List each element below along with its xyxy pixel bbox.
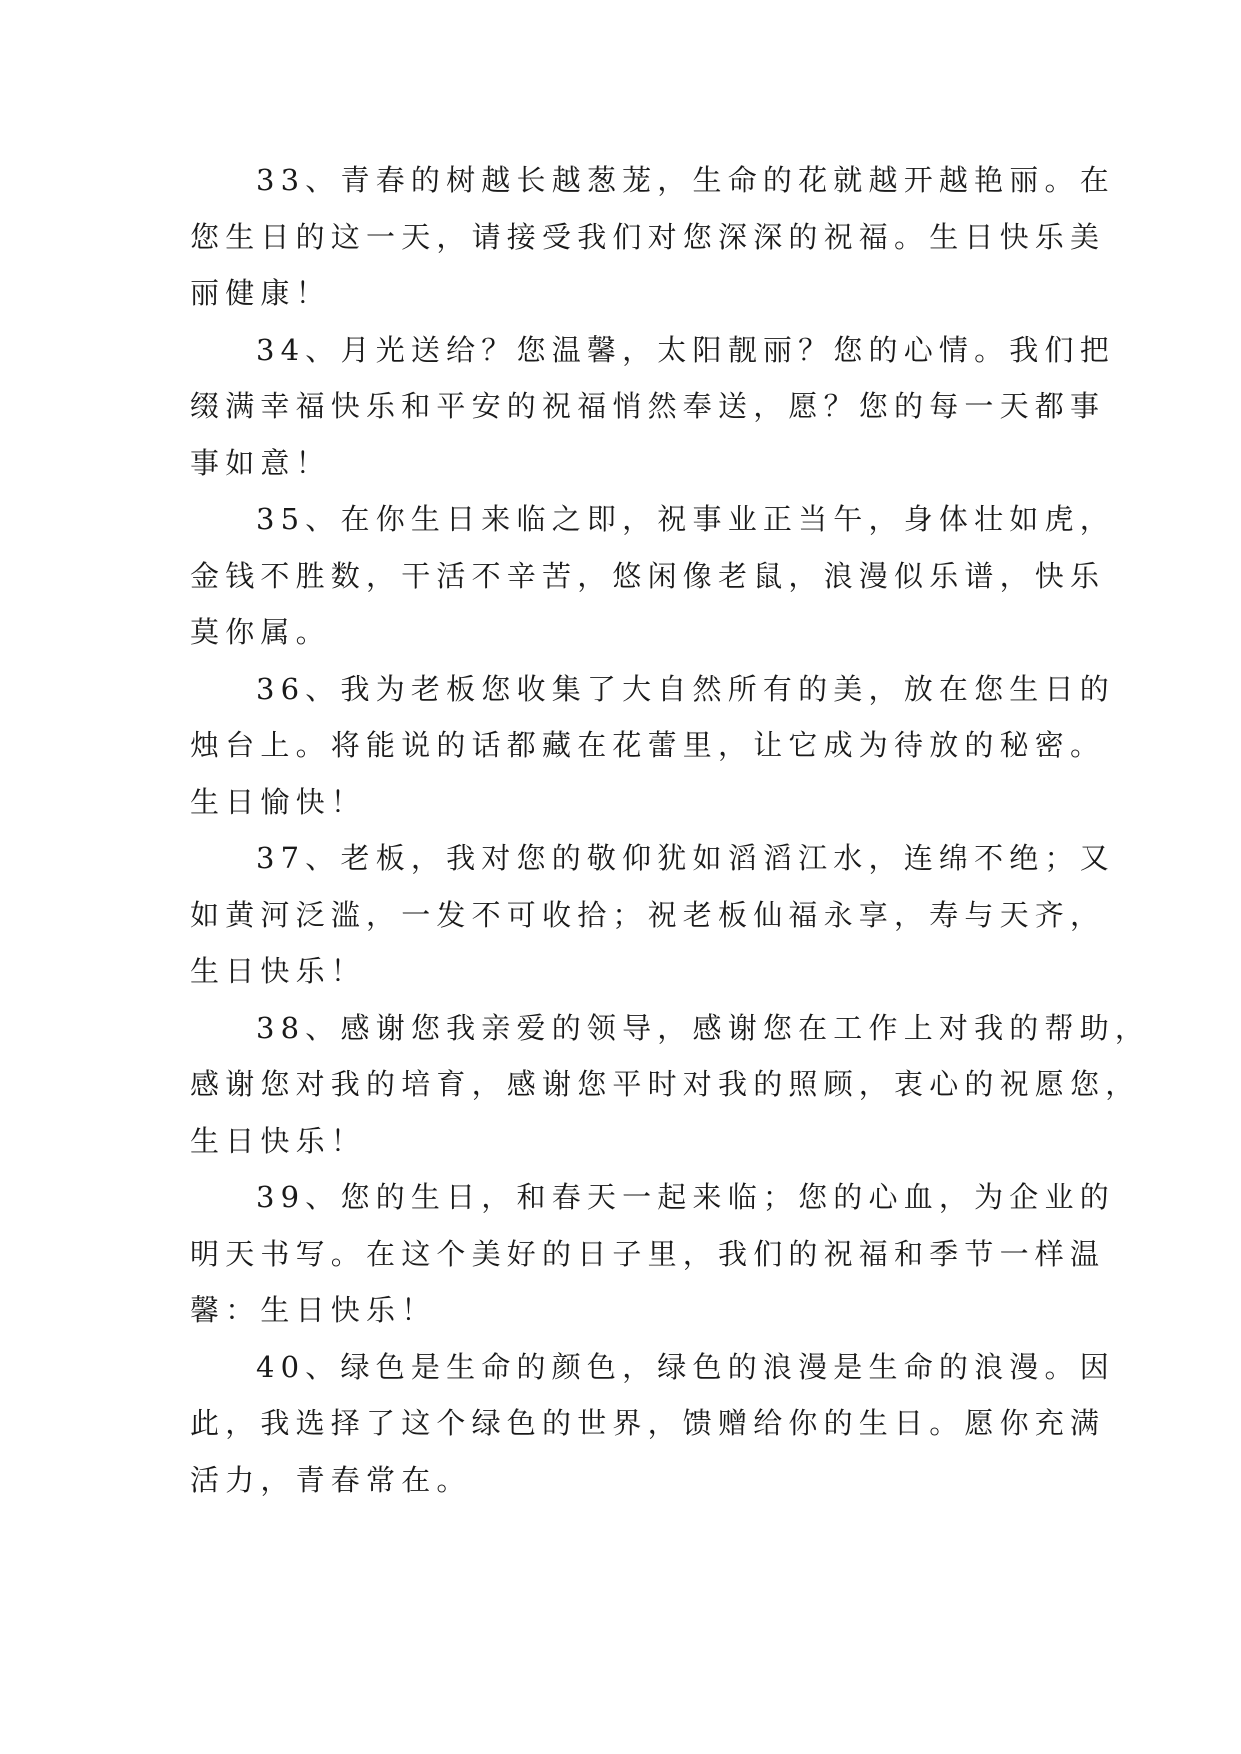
entry-line: 缀满幸福快乐和平安的祝福悄然奉送，愿？您的每一天都事: [190, 389, 1106, 423]
entry-line: 34、月光送给？您温馨，太阳靓丽？您的心情。我们把: [256, 332, 1115, 367]
entry-line: 此，我选择了这个绿色的世界，馈赠给你的生日。愿你充满: [190, 1406, 1106, 1440]
entry-line: 37、老板，我对您的敬仰犹如滔滔江水，连绵不绝；又: [256, 841, 1115, 875]
wish-entry-35: [190, 491, 1115, 661]
entry-line: 38、感谢您我亲爱的领导，感谢您在工作上对我的帮助，: [256, 1010, 1151, 1045]
entry-line: 生日快乐！: [190, 1123, 367, 1158]
entry-line: 感谢您对我的培育，感谢您平时对我的照顾，衷心的祝愿您，: [190, 1067, 1141, 1101]
wish-entry-37: [190, 830, 1115, 1000]
entry-line: 36、我为老板您收集了大自然所有的美，放在您生日的: [256, 671, 1115, 706]
wish-entry-33: [190, 152, 1115, 322]
wish-entry-36: [190, 661, 1115, 831]
entry-line: 金钱不胜数，干活不辛苦，悠闲像老鼠，浪漫似乐谱，快乐: [190, 558, 1106, 593]
wish-entry-39: [190, 1169, 1115, 1339]
entry-line: 丽健康！: [190, 276, 331, 310]
entry-line: 明天书写。在这个美好的日子里，我们的祝福和季节一样温: [190, 1236, 1106, 1271]
wish-entry-34: [190, 322, 1115, 492]
entry-line: 生日愉快！: [190, 784, 367, 819]
entry-line: 如黄河泛滥，一发不可收拾；祝老板仙福永享，寿与天齐，: [190, 897, 1106, 932]
entry-line: 40、绿色是生命的颜色，绿色的浪漫是生命的浪漫。因: [256, 1349, 1115, 1384]
entry-line: 生日快乐！: [190, 954, 367, 988]
entry-line: 33、青春的树越长越葱茏，生命的花就越开越艳丽。在: [256, 163, 1115, 197]
entry-line: 您生日的这一天，请接受我们对您深深的祝福。生日快乐美: [190, 219, 1106, 254]
entry-line: 烛台上。将能说的话都藏在花蕾里，让它成为待放的秘密。: [190, 728, 1106, 762]
entry-line: 事如意！: [190, 445, 331, 480]
entry-line: 馨：生日快乐！: [190, 1293, 437, 1327]
wish-entry-40: [190, 1339, 1115, 1509]
wish-entry-38: [190, 1000, 1151, 1170]
entry-line: 莫你属。: [190, 615, 331, 649]
entry-line: 39、您的生日，和春天一起来临；您的心血，为企业的: [256, 1180, 1115, 1214]
entry-line: 35、在你生日来临之即，祝事业正当午，身体壮如虎，: [256, 502, 1115, 536]
entry-line: 活力，青春常在。: [190, 1462, 472, 1497]
document-body: [190, 152, 1151, 1508]
